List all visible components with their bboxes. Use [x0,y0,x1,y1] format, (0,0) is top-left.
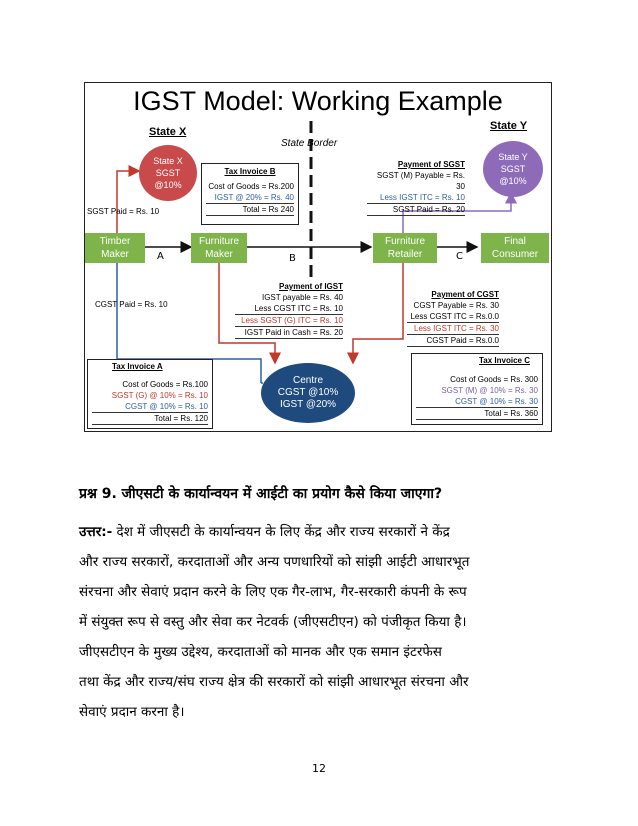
sgst-paid-x: SGST Paid = Rs. 10 [87,207,160,216]
tax-invoice-c: Tax Invoice C Cost of Goods = Rs. 300 SGST (M) @ 10% = Rs. 30 CGST @ 10% = Rs. 30 Total = Rs. 360 [411,353,543,425]
question-9: प्रश्न 9. जीएसटी के कार्यान्वयन में आईटी का प्रयोग कैसे किया जाएगा? [79,486,443,502]
igst-diagram [84,82,552,432]
node-furniture-retailer: Furniture Retailer [373,233,437,263]
flow-label-b: B [289,253,296,264]
node-final-consumer: Final Consumer [481,233,549,263]
state-x-sgst-circle: State X SGST @10% [139,145,197,201]
flow-label-c: C [456,251,463,262]
state-y-label: State Y [490,120,528,132]
cgst-paid-x: CGST Paid = Rs. 10 [95,300,168,309]
answer-text-1: देश में जीएसटी के कार्यान्वयन के लिए केंद्र और राज्य सरकारों ने केंद्र [116,524,450,540]
answer-line-6: तथा केंद्र और राज्य/संघ राज्य क्षेत्र की सरकारों को सांझी आधारभूत संरचना और [79,674,469,690]
page-number: 12 [312,762,326,775]
answer-line-5: जीएसटीएन के मुख्य उद्देश्य, करदाताओं को मानक और एक समान इंटरफेस [79,644,442,660]
arrow-sgst-x [117,171,139,233]
node-timber-maker: Timber Maker [85,233,145,263]
answer-label: उत्तर:- [79,524,113,540]
flow-label-a: A [157,251,164,262]
node-furniture-maker: Furniture Maker [191,233,247,263]
state-y-sgst-circle: State Y SGST @10% [483,141,543,197]
centre-circle: Centre CGST @10% IGST @20% [261,363,355,423]
tax-invoice-b: Tax Invoice B Cost of Goods = Rs.200 IGST @ 20% = Rs. 40 Total = Rs 240 [201,163,299,225]
answer-line-1 [79,517,561,547]
payment-of-sgst: Payment of SGST SGST (M) Payable = Rs. 30 Less IGST ITC = Rs. 10 SGST Paid = Rs. 20 [367,159,465,216]
state-border-label: State Border [281,138,338,149]
payment-of-igst: Payment of IGST IGST payable = Rs. 40 Less CGST ITC = Rs. 10 Less SGST (G) ITC = Rs. 10 IGST Paid in Cash = Rs. 20 [235,281,343,339]
answer-line-2: और राज्य सरकारों, करदाताओं और अन्य पणधारियों को सांझी आईटी आधारभूत [79,554,470,570]
arrow-cgst-x-head [245,359,261,373]
answer-line-4: में संयुक्त रूप से वस्तु और सेवा कर नेटवर्क (जीएसटीएन) को पंजीकृत किया है। [79,614,467,630]
state-x-label: State X [149,126,187,138]
diagram-title: IGST Model: Working Example [133,86,503,116]
payment-of-cgst: Payment of CGST CGST Payable = Rs. 30 Less CGST ITC = Rs.0.0 Less IGST ITC = Rs. 30 CGST Paid = Rs.0.0 [407,289,499,347]
answer-line-7: सेवाएं प्रदान करना है। [79,704,185,720]
tax-invoice-a: Tax Invoice A Cost of Goods = Rs.100 SGST (G) @ 10% = Rs. 10 CGST @ 10% = Rs. 10 Total = Rs. 120 [87,359,213,429]
arrow-cgst-y [353,261,403,363]
answer-line-3: संरचना और सेवाएं प्रदान करने के लिए एक गैर-लाभ, गैर-सरकारी कंपनी के रूप [79,584,467,600]
